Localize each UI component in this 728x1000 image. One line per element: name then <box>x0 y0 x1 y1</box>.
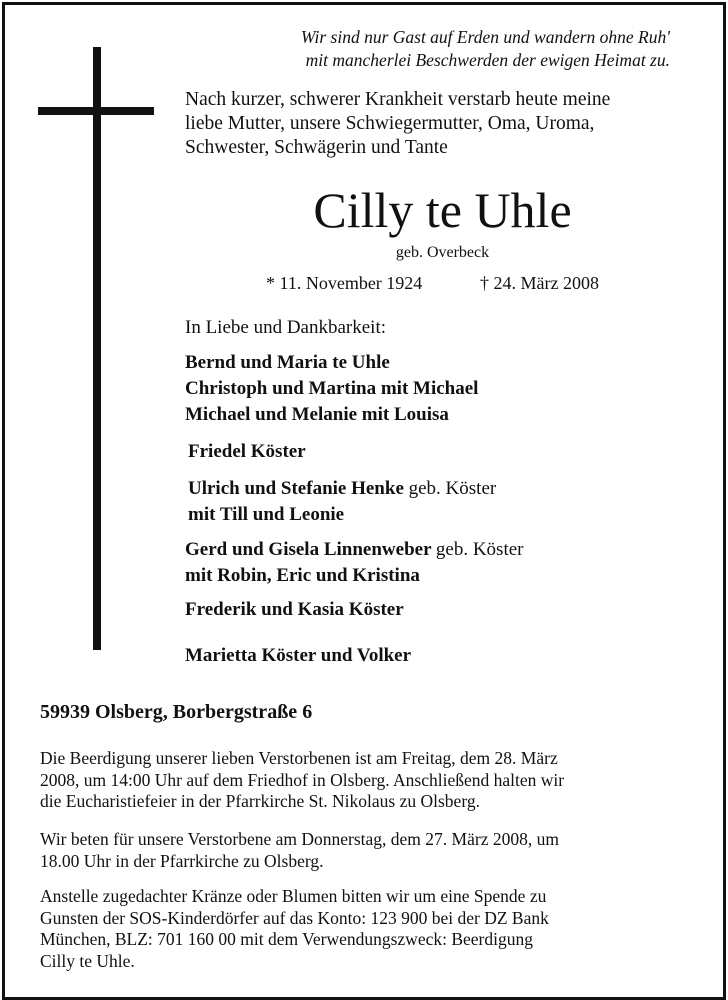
paragraph-line: die Eucharistiefeier in der Pfarrkirche St. Nikolaus zu Olsberg. <box>40 791 480 811</box>
paragraph-line: Gunsten der SOS-Kinderdörfer auf das Konto: 123 900 bei der DZ Bank <box>40 907 549 928</box>
mourner-line: Marietta Köster und Volker <box>185 645 412 666</box>
mourner-line: Friedel Köster <box>188 441 306 462</box>
paragraph-line: 2008, um 14:00 Uhr auf dem Friedhof in Olsberg. Anschließend halten wir <box>40 769 565 790</box>
birth-date: * 11. November 1924 <box>266 273 423 293</box>
intro-line-3: Schwester, Schwägerin und Tante <box>185 137 448 158</box>
motto-line-2: mit mancherlei Beschwerden der ewigen Heimat zu. <box>305 50 670 70</box>
paragraph-line: Anstelle zugedachter Kränze oder Blumen bitten wir um eine Spende zu <box>40 886 547 906</box>
address: 59939 Olsberg, Borbergstraße 6 <box>40 701 313 723</box>
mourner-line: Bernd und Maria te Uhle <box>185 352 390 373</box>
intro-text <box>185 88 705 160</box>
mourners-heading: In Liebe und Dankbarkeit: <box>185 317 387 338</box>
prayer-paragraph <box>40 829 710 872</box>
death-date: † 24. März 2008 <box>480 273 599 293</box>
mourner-line: Michael und Melanie mit Louisa <box>185 404 449 425</box>
paragraph-line: Cilly te Uhle. <box>40 950 135 971</box>
motto <box>301 26 670 72</box>
maiden-name: geb. Overbeck <box>395 244 490 261</box>
mourner-line: mit Till und Leonie <box>188 504 345 525</box>
mourner-line <box>185 539 524 561</box>
mourner-line: Christoph und Martina mit Michael <box>185 378 479 399</box>
motto-line-1: Wir sind nur Gast auf Erden und wandern ohne Ruh' <box>300 27 670 47</box>
mourner-line: mit Robin, Eric und Kristina <box>185 565 420 586</box>
maiden-note: geb. Köster <box>435 539 524 560</box>
intro-line-2: liebe Mutter, unsere Schwiegermutter, Oma, Uroma, <box>185 113 595 134</box>
paragraph-line: 18.00 Uhr in der Pfarrkirche zu Olsberg. <box>40 850 324 871</box>
mourner-name: Ulrich und Stefanie Henke <box>188 478 404 499</box>
intro-line-1: Nach kurzer, schwerer Krankheit verstarb heute meine <box>185 89 611 110</box>
donation-paragraph <box>40 886 710 972</box>
cross-icon <box>93 47 101 650</box>
paragraph-line: Die Beerdigung unserer lieben Verstorbenen ist am Freitag, dem 28. März <box>40 748 558 768</box>
paragraph-line: München, BLZ: 701 160 00 mit dem Verwendungszweck: Beerdigung <box>40 929 533 949</box>
mourner-line <box>188 478 496 500</box>
deceased-name: Cilly te Uhle <box>313 182 572 238</box>
mourner-name: Gerd und Gisela Linnenweber <box>185 539 432 560</box>
funeral-paragraph <box>40 748 710 813</box>
paragraph-line: Wir beten für unsere Verstorbene am Donnerstag, dem 27. März 2008, um <box>40 829 559 849</box>
mourner-line: Frederik und Kasia Köster <box>185 599 404 620</box>
cross-icon-bar <box>38 107 154 115</box>
maiden-note: geb. Köster <box>408 478 497 499</box>
